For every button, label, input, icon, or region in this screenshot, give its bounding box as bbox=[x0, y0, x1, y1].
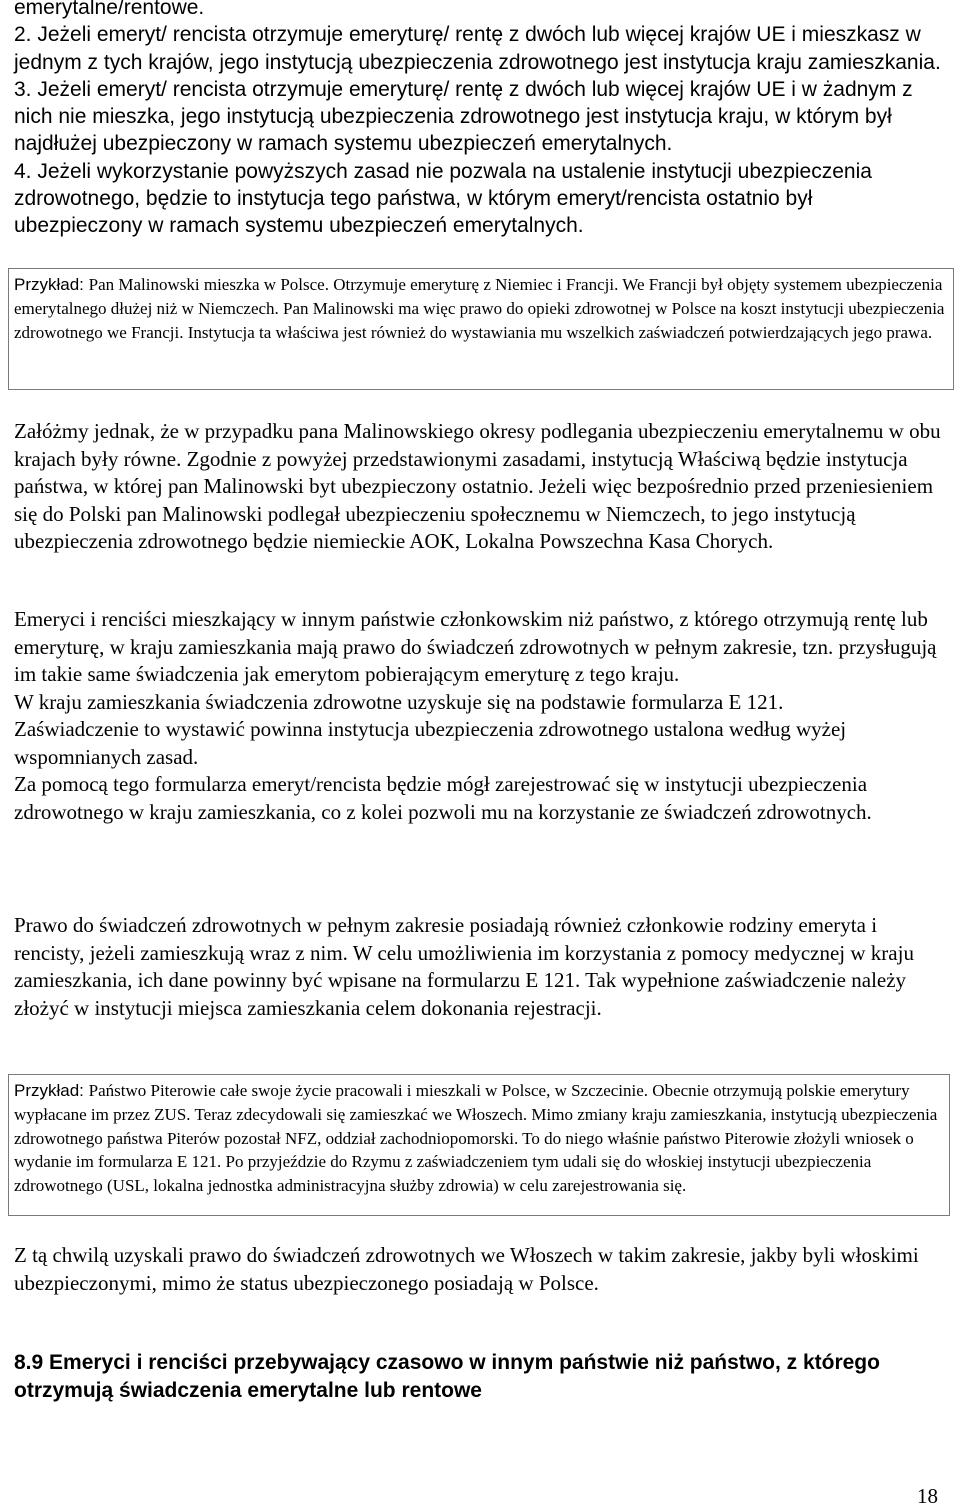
example-box-malinowski bbox=[8, 268, 954, 390]
paragraph-text: Załóżmy jednak, że w przypadku pana Malinowskiego okresy podlegania ubezpieczeniu emerytalnemu w obu krajach były równe. Zgodnie z powyżej przedstawionymi zasadami, instytucją Właściwą będzie instytucja państwa, w której pan Malinowski byt ubezpieczony ostatnio. Jeżeli więc bezpośrednio przed przeniesieniem się do Polski pan Malinowski podlegał ubezpieczeniu społecznemu w Niemczech, to jego instytucją ubezpieczenia zdrowotnego będzie niemieckie AOK, Lokalna Powszechna Kasa Chorych. bbox=[14, 419, 941, 553]
paragraph-pensioners-residence bbox=[14, 606, 944, 826]
paragraph-equal-periods bbox=[14, 418, 944, 556]
section-heading: 8.9 Emeryci i renciści przebywający czasowo w innym państwie niż państwo, z którego otrzymują świadczenia emerytalne lub rentowe bbox=[14, 1351, 880, 1402]
example-box-piterowie bbox=[8, 1074, 950, 1216]
list-item-4: 4. Jeżeli wykorzystanie powyższych zasad nie pozwala na ustalenie instytucji ubezpieczenia zdrowotnego, będzie to instytucja tego państwa, w którym emeryt/rencista ostatnio był ubezpieczony w ramach systemu ubezpieczeń emerytalnych. bbox=[14, 159, 872, 238]
paragraph-line: Za pomocą tego formularza emeryt/rencista będzie mógł zarejestrować się w instytucji ubezpieczenia zdrowotnego w kraju zamieszkania, co z kolei pozwoli mu na korzystanie ze świadczeń zdrowotnych. bbox=[14, 772, 872, 824]
paragraph-line: W kraju zamieszkania świadczenia zdrowotne uzyskuje się na podstawie formularza E 121. bbox=[14, 689, 784, 714]
example-label: Przykład: bbox=[14, 275, 89, 294]
paragraph-line: Zaświadczenie to wystawić powinna instytucja ubezpieczenia zdrowotnego ustalona według wyżej wspomnianych zasad. bbox=[14, 717, 847, 769]
paragraph-text: Prawo do świadczeń zdrowotnych w pełnym zakresie posiadają również członkowie rodziny emeryta i rencisty, jeżeli zamieszkują wraz z nim. W celu umożliwienia im korzystania z pomocy medycznej w kraju zamieszkania, ich dane powinny być wpisane na formularzu E 121. Tak wypełnione zaświadczenie należy złożyć w instytucji miejsca zamieszkania celem dokonania rejestracji. bbox=[14, 913, 914, 1020]
example-text: Pan Malinowski mieszka w Polsce. Otrzymuje emeryturę z Niemiec i Francji. We Francji był objęty systemem ubezpieczenia emerytalnego dłużej niż w Niemczech. Pan Malinowski ma więc prawo do opieki zdrowotnej w Polsce na koszt instytucji ubezpieczenia zdrowotnego we Francji. Instytucja ta właściwa jest również do wystawiania mu wszelkich zaświadczeń potwierdzających jego prawa. bbox=[14, 275, 945, 342]
example-text: Państwo Piterowie całe swoje życie pracowali i mieszkali w Polsce, w Szczecinie. Obecnie otrzymują polskie emerytury wypłacane im przez ZUS. Teraz zdecydowali się zamieszkać we Włoszech. Mimo zmiany kraju zamieszkania, instytucją ubezpieczenia zdrowotnego państwa Piterów pozostał NFZ, oddział zachodniopomorski. To do niego właśnie państwo Piterowie złożyli wniosek o wydanie im formularza E 121. Po przyjeździe do Rzymu z zaświadczeniem tym udali się do włoskiej instytucji ubezpieczenia zdrowotnego (USL, lokalna jednostka administracyjna służby zdrowia) w celu zarejestrowania się. bbox=[14, 1081, 938, 1196]
paragraph-rights-in-italy bbox=[14, 1242, 944, 1297]
example-label: Przykład: bbox=[14, 1081, 89, 1100]
list-item-3: 3. Jeżeli emeryt/ rencista otrzymuje emeryturę/ rentę z dwóch lub więcej krajów UE i w żadnym z nich nie mieszka, jego instytucją ubezpieczenia zdrowotnego jest instytucja kraju, w którym był najdłużej ubezpieczony w ramach systemu ubezpieczeń emerytalnych. bbox=[14, 77, 913, 156]
list-fragment: emerytalne/rentowe. bbox=[14, 0, 205, 19]
paragraph-text: Z tą chwilą uzyskali prawo do świadczeń zdrowotnych we Włoszech w takim zakresie, jakby byli włoskimi ubezpieczonymi, mimo że status ubezpieczonego posiadają w Polsce. bbox=[14, 1243, 919, 1295]
numbered-rules-list bbox=[14, 0, 942, 240]
paragraph-line: Emeryci i renciści mieszkający w innym państwie członkowskim niż państwo, z którego otrzymują rentę lub emeryturę, w kraju zamieszkania mają prawo do świadczeń zdrowotnych w pełnym zakresie, tzn. przysługują im takie same świadczenia jak emerytom pobierającym emeryturę z tego kraju. bbox=[14, 607, 937, 686]
page-number: 18 bbox=[917, 1484, 938, 1508]
paragraph-family-members bbox=[14, 912, 944, 1022]
list-item-2: 2. Jeżeli emeryt/ rencista otrzymuje emeryturę/ rentę z dwóch lub więcej krajów UE i mieszkasz w jednym z tych krajów, jego instytucją ubezpieczenia zdrowotnego jest instytucja kraju zamieszkania. bbox=[14, 23, 941, 74]
